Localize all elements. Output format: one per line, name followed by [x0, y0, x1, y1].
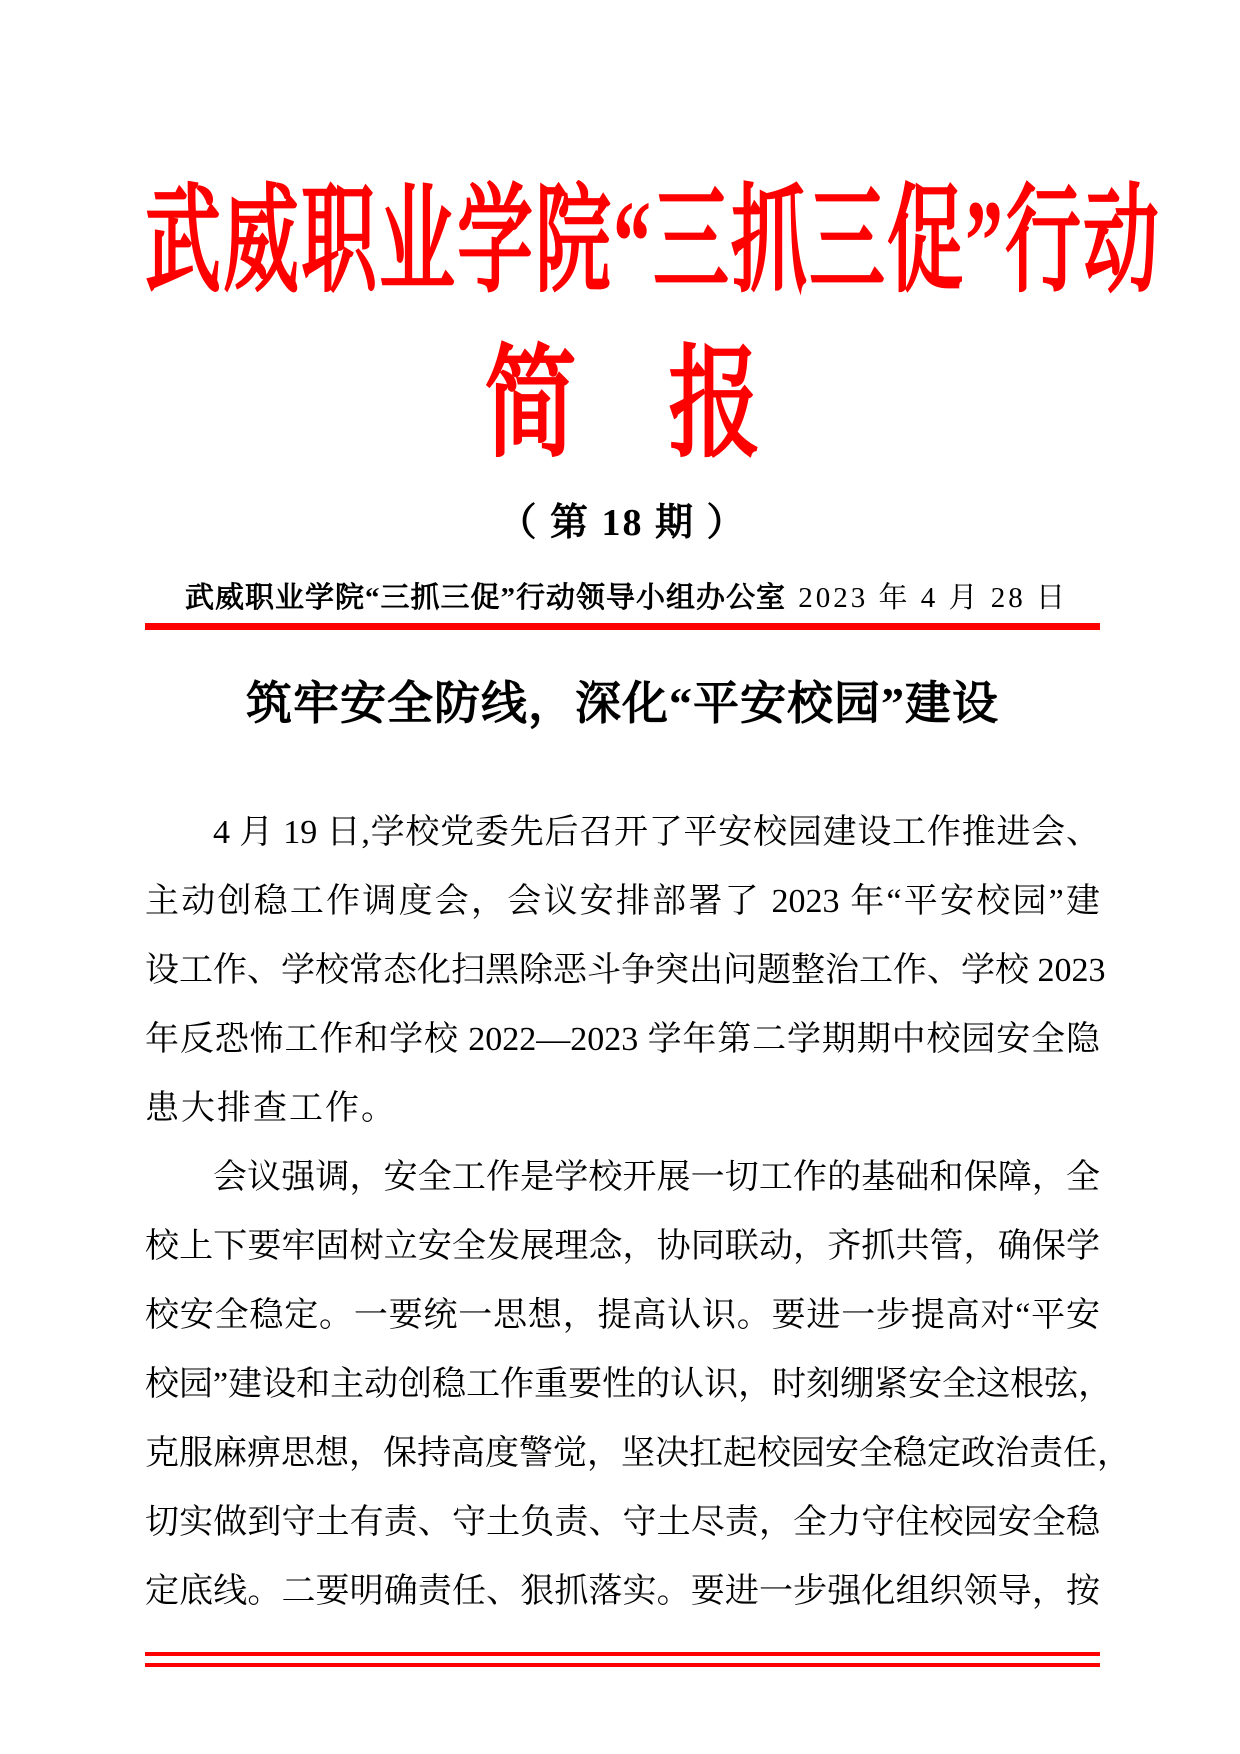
footer-rules	[145, 1652, 1100, 1667]
footer-rule-top	[145, 1652, 1100, 1656]
body-line: 年反恐怖工作和学校 2022—2023 学年第二学期期中校园安全隐	[145, 1021, 1100, 1058]
body-line: 校园”建设和主动创稳工作重要性的认识，时刻绷紧安全这根弦，	[145, 1366, 1113, 1403]
body-line: 设工作、学校常态化扫黑除恶斗争突出问题整治工作、学校 2023	[145, 952, 1106, 989]
body-line: 会议强调，安全工作是学校开展一切工作的基础和保障，全	[213, 1159, 1100, 1196]
paragraph-1	[145, 798, 1106, 1143]
body-line: 校上下要牢固树立安全发展理念，协同联动，齐抓共管，确保学	[145, 1228, 1100, 1265]
masthead-title-line1	[145, 172, 1161, 330]
article-headline: 筑牢安全防线，深化“平安校园”建设	[246, 678, 999, 729]
masthead-divider-rule	[145, 623, 1100, 630]
footer-rule-bottom	[145, 1663, 1100, 1667]
office-row	[145, 578, 1100, 618]
issue-date: 2023 年 4 月 28 日	[798, 582, 1068, 614]
masthead-title-line2-text: 简 报	[484, 337, 761, 473]
masthead-title-line1-text: 武威职业学院“三抓三促”行动	[145, 177, 1161, 308]
paragraph-2	[145, 1143, 1131, 1626]
issue-number: （ 第 18 期 ）	[498, 502, 747, 544]
body-line: 4 月 19 日,学校党委先后召开了平安校园建设工作推进会、	[213, 814, 1100, 851]
body-line: 校安全稳定。一要统一思想，提高认识。要进一步提高对“平安	[145, 1297, 1100, 1334]
body-line: 定底线。二要明确责任、狠抓落实。要进一步强化组织领导，按	[145, 1573, 1100, 1610]
body-line: 主动创稳工作调度会，会议安排部署了 2023 年“平安校园”建	[145, 883, 1100, 920]
body-line: 切实做到守土有责、守土负责、守土尽责，全力守住校园安全稳	[145, 1504, 1100, 1541]
article	[145, 672, 1131, 1626]
masthead	[145, 172, 1161, 630]
article-body	[145, 798, 1131, 1626]
body-line: 患大排查工作。	[145, 1090, 397, 1127]
issuing-office: 武威职业学院“三抓三促”行动领导小组办公室	[185, 582, 787, 614]
body-line: 克服麻痹思想，保持高度警觉，坚决扛起校园安全稳定政治责任，	[145, 1435, 1131, 1472]
